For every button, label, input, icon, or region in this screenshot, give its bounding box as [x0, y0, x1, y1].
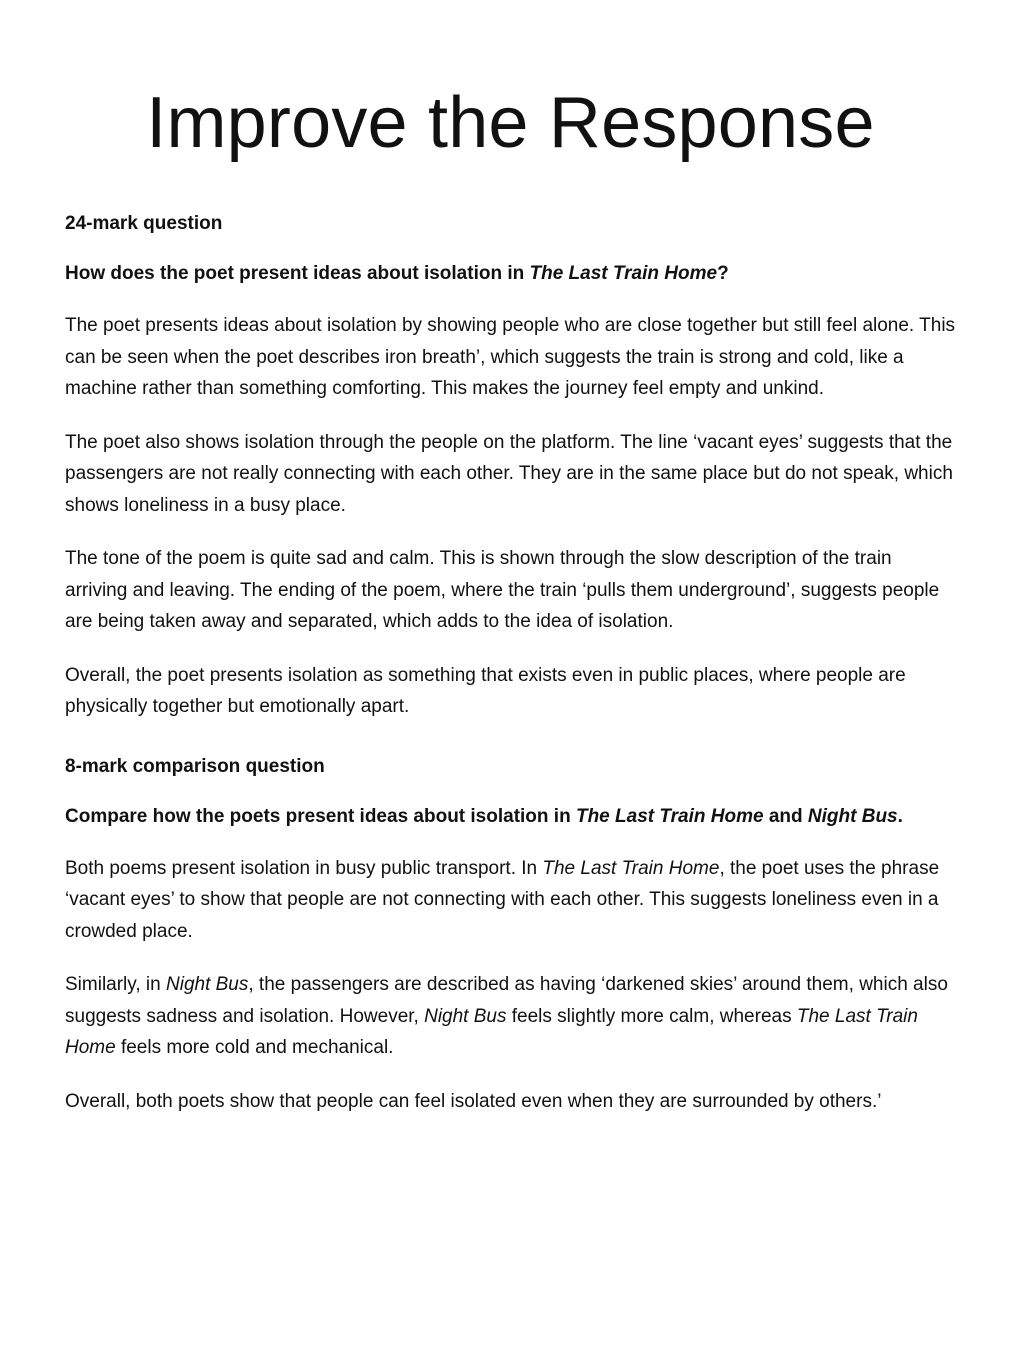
poem-title: Night Bus	[807, 805, 898, 827]
question-label: 8-mark comparison question	[65, 755, 325, 777]
poem-title: The Last Train Home	[542, 857, 720, 879]
response-paragraph: Overall, both poets show that people can feel isolated even when they are surrounded by others.’	[65, 1090, 882, 1112]
paragraph-text: Similarly, in	[65, 974, 166, 995]
poem-title: The Last Train Home	[575, 805, 764, 827]
paragraph-text: , the poet uses the phrase ‘vacant eyes’ to show that people are not connecting with each other. This suggests loneliness even in a crowded place.	[65, 857, 940, 942]
response-paragraph	[65, 853, 956, 948]
prompt-text: Compare how the poets present ideas about isolation in	[65, 805, 576, 827]
page-title: Improve the Response	[146, 83, 875, 163]
question-8-mark-section	[65, 753, 956, 1118]
response-paragraph: Overall, the poet presents isolation as something that exists even in public places, where people are physically together but emotionally apart.	[65, 664, 906, 717]
question-24-mark-section	[65, 210, 956, 723]
response-paragraph: The tone of the poem is quite sad and calm. This is shown through the slow description of the train arriving and leaving. The ending of the poem, where the train ‘pulls them underground’, suggests people are being taken away and separated, which adds to the idea of isolation.	[65, 548, 940, 632]
prompt-text: How does the poet present ideas about isolation in	[65, 263, 530, 284]
poem-title: The Last Train Home	[65, 1005, 918, 1058]
poem-title: Night Bus	[166, 974, 249, 995]
prompt-text: ?	[717, 263, 729, 284]
poem-title: Night Bus	[424, 1005, 507, 1027]
question-prompt	[65, 803, 956, 831]
response-paragraph: The poet presents ideas about isolation by showing people who are close together but still feel alone. This can be seen when the poet describes iron breath’, which suggests the train is strong and cold, like a machine rather than something comforting. This makes the journey feel empty and unkind.	[65, 315, 956, 399]
paragraph-text: feels slightly more calm, whereas	[506, 1005, 797, 1027]
prompt-text: and	[763, 805, 808, 827]
paragraph-text: Both poems present isolation in busy public transport. In	[65, 857, 543, 879]
response-paragraph: The poet also shows isolation through the people on the platform. The line ‘vacant eyes’ suggests that the passengers are not really connecting with each other. They are in the same place but do not speak, which shows loneliness in a busy place.	[65, 431, 953, 516]
response-paragraph	[65, 969, 956, 1064]
paragraph-text: feels more cold and mechanical.	[115, 1037, 394, 1058]
paragraph-text: , the passengers are described as having ‘darkened skies’ around them, which also suggests sadness and isolation. However,	[65, 974, 948, 1027]
prompt-text: .	[897, 805, 903, 827]
question-prompt	[65, 260, 956, 288]
question-label: 24-mark question	[65, 213, 223, 234]
poem-title: The Last Train Home	[529, 263, 718, 284]
